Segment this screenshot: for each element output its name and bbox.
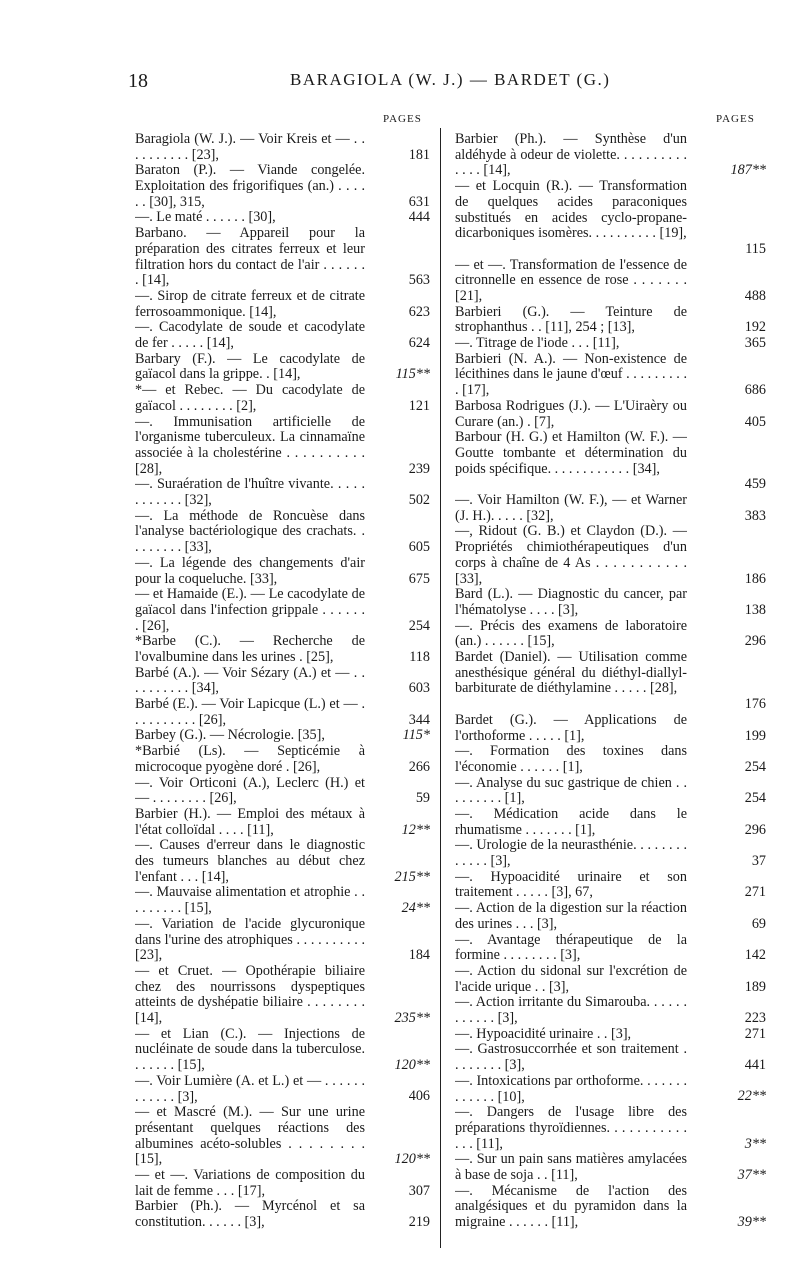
page-reference: 24** (401, 900, 430, 917)
index-entry: —. Action du sidonal sur l'excrétion de l'acide urique . . [3], (455, 963, 687, 995)
page-reference: 215** (394, 868, 430, 885)
index-entry: —. Hypoacidité urinaire . . [3], (455, 1026, 632, 1042)
index-entry: —. Variation de l'acide glycuronique dans l'urine des atrophiques . . . . . . . . . . [23], (135, 916, 365, 964)
page-reference: 3** (744, 1135, 766, 1152)
page-reference: 120** (394, 1057, 430, 1074)
index-entry: Barbey (G.). — Nécrologie. [35], (135, 728, 325, 744)
page-reference: 624 (408, 335, 430, 352)
index-entry: Barbieri (G.). — Teinture de strophanthus . . [11], 254 ; [13], (455, 304, 687, 336)
index-entry: Baraton (P.). — Viande congelée. Exploitation des frigorifiques (an.) . . . . . . [30], 315, (135, 163, 365, 210)
page-reference: 405 (744, 413, 766, 430)
page-reference: 192 (744, 319, 766, 336)
page-reference: 623 (408, 303, 430, 320)
page-reference: 254 (408, 617, 430, 634)
index-entry: —. Sirop de citrate ferreux et de citrate ferrosoammonique. [14], (135, 288, 365, 320)
index-entry: —. Analyse du suc gastrique de chien . . . . . . . . . [1], (455, 775, 687, 807)
page-reference: 254 (744, 758, 766, 775)
page-reference: 69 (751, 915, 766, 932)
page-reference: 189 (744, 978, 766, 995)
column-divider (440, 128, 441, 1248)
page-reference: 441 (744, 1057, 766, 1074)
page-reference: 235** (394, 1010, 430, 1026)
index-entry: Bard (L.). — Diagnostic du cancer, par l'hématolyse . . . . [3], (455, 587, 687, 618)
index-entry: Barbosa Rodrigues (J.). — L'Uiraèry ou Curare (an.) . [7], (455, 398, 687, 430)
index-entry: —. La légende des changements d'air pour la coqueluche. [33], (135, 555, 365, 587)
index-entry: —. Formation des toxines dans l'économie . . . . . . [1], (455, 744, 687, 775)
index-entry: —. Intoxications par orthoforme. . . . . . . . . . . . . [10], (455, 1073, 687, 1105)
page-reference: 502 (408, 492, 430, 509)
page-reference: 254 (744, 790, 766, 807)
index-entry: —. La méthode de Roncuèse dans l'analyse bactériologique des crachats. . . . . . . . . [33], (135, 508, 365, 556)
index-entry: — et Mascré (M.). — Sur une urine présentant quelques réactions des albumines acéto-solubles . . . . . . . . [15], (135, 1105, 365, 1168)
page-reference: 344 (408, 711, 430, 728)
page-reference: 115** (395, 366, 430, 383)
page-reference: 115* (402, 727, 430, 744)
page-reference: 296 (744, 633, 766, 650)
index-entry: —. Médication acide dans le rhumatisme . . . . . . . [1], (455, 806, 687, 838)
page-number: 18 (128, 70, 148, 92)
right-pages-column (716, 132, 766, 1231)
page-reference: 121 (408, 397, 430, 414)
page-reference: 120** (394, 1151, 430, 1168)
index-entry: Barbier (Ph.). — Myrcénol et sa constitution. . . . . . [3], (135, 1199, 365, 1231)
index-entry: —. Mécanisme de l'action des analgésiques et du pyramidon dans la migraine . . . . . . [11], (455, 1183, 687, 1231)
index-entry: —. Mauvaise alimentation et atrophie . . . . . . . . . [15], (135, 885, 365, 917)
page-reference: 605 (408, 539, 430, 556)
page-reference: 307 (408, 1182, 430, 1199)
page-reference: 187** (730, 162, 766, 179)
index-entry: —. Immunisation artificielle de l'organisme tuberculeux. La cinnamaïne associée à la cholestérine . . . . . . . . . . [28], (135, 414, 365, 477)
page-reference: 12** (401, 821, 430, 838)
page-reference: 271 (744, 1025, 766, 1042)
page-reference: 406 (408, 1088, 430, 1105)
index-entry: — et Locquin (R.). — Transformation de quelques acides paraconiques substitués en acides cyclo-propane-dicarboniques isomères. . . . . . . . . . [19], (455, 179, 687, 242)
index-entry: *Barbe (C.). — Recherche de l'ovalbumine dans les urines . [25], (135, 634, 365, 665)
running-head: BARAGIOLA (W. J.) — BARDET (G.) (290, 70, 611, 89)
page-reference: 176 (744, 696, 766, 713)
index-entry: Barbieri (N. A.). — Non-existence de lécithines dans le jaune d'œuf . . . . . . . . . . [17], (455, 351, 687, 399)
page-reference: 181 (408, 146, 430, 163)
index-entry: Barbour (H. G.) et Hamilton (W. F.). — Goutte tombante et détermination du poids spécifique. . . . . . . . . . . . [34], (455, 430, 687, 477)
index-entry: —. Précis des examens de laboratoire (an.) . . . . . . [15], (455, 618, 687, 650)
index-entry: —. Causes d'erreur dans le diagnostic des tumeurs blanches au début chez l'enfant . . . [14], (135, 838, 365, 885)
page-reference: 563 (408, 272, 430, 289)
index-entry: Barbary (F.). — Le cacodylate de gaïacol dans la grippe. . [14], (135, 351, 365, 383)
page-reference: 459 (744, 476, 766, 493)
index-entry: —. Action de la digestion sur la réaction des urines . . . [3], (455, 901, 687, 932)
left-pages-column (380, 132, 430, 1231)
index-entry: —. Dangers de l'usage libre des préparations thyroïdiennes. . . . . . . . . . . . . . [11], (455, 1105, 687, 1152)
page-reference: 631 (408, 193, 430, 210)
page-reference: 37 (751, 853, 766, 870)
index-entry: Barbé (E.). — Voir Lapicque (L.) et — . . . . . . . . . . [26], (135, 697, 365, 728)
index-entry: *— et Rebec. — Du cacodylate de gaïacol . . . . . . . . [2], (135, 383, 365, 414)
index-entry: —. Voir Lumière (A. et L.) et — . . . . . . . . . . . . [3], (135, 1073, 365, 1105)
page-reference: 142 (744, 947, 766, 964)
page-reference: 186 (744, 570, 766, 587)
page-reference: 686 (744, 382, 766, 399)
index-entry: —. Hypoacidité urinaire et son traitement . . . . . [3], 67, (455, 869, 687, 901)
page-reference: 365 (744, 335, 766, 352)
page-reference: 603 (408, 680, 430, 697)
page-reference: 675 (408, 570, 430, 587)
index-entry: Barbé (A.). — Voir Sézary (A.) et — . . . . . . . . . . [34], (135, 665, 365, 697)
index-entry: — et —. Transformation de l'essence de citronnelle en essence de rose . . . . . . . [21], (455, 257, 687, 304)
page-reference: 37** (737, 1166, 766, 1183)
index-entry: *Barbié (Ls). — Septicémie à microcoque pyogène doré . [26], (135, 744, 365, 775)
page-reference: 266 (408, 758, 430, 775)
index-entry: —. Urologie de la neurasthénie. . . . . . . . . . . . . [3], (455, 838, 687, 870)
index-entry: —. Le maté . . . . . . [30], (135, 210, 276, 226)
index-entry: Baragiola (W. J.). — Voir Kreis et — . . . . . . . . . . [23], (135, 132, 365, 163)
pages-label-right: PAGES (716, 113, 755, 125)
page-reference: 115 (745, 240, 766, 257)
index-entry: —. Voir Hamilton (W. F.), — et Warner (J. H.). . . . . [32], (455, 493, 687, 524)
index-entry: Bardet (Daniel). — Utilisation comme anesthésique général du diéthyl-diallyl-barbiturate de diéthylamine . . . . . [28], (455, 650, 687, 697)
index-entry: — et Hamaide (E.). — Le cacodylate de gaïacol dans l'infection grippale . . . . . . . [26], (135, 587, 365, 634)
page-reference: 59 (415, 790, 430, 807)
page-reference: 22** (737, 1088, 766, 1105)
index-entry: Bardet (G.). — Applications de l'orthoforme . . . . . [1], (455, 712, 687, 744)
left-column (135, 132, 365, 1231)
index-entry: —. Avantage thérapeutique de la formine . . . . . . . . [3], (455, 932, 687, 964)
page-reference: 296 (744, 821, 766, 838)
index-entry: — et —. Variations de composition du lait de femme . . . [17], (135, 1167, 365, 1199)
index-entry: Barbano. — Appareil pour la préparation des citrates ferreux et leur filtration hors du contact de l'air . . . . . . . [14], (135, 226, 365, 289)
page-reference: 223 (744, 1010, 766, 1027)
page-reference: 138 (744, 601, 766, 618)
page-reference: 444 (408, 209, 430, 226)
right-column (455, 132, 687, 1231)
index-entry: — et Cruet. — Opothérapie biliaire chez des nourrissons dyspeptiques atteints de dyshépatie biliaire . . . . . . . . [14], (135, 963, 365, 1027)
page-reference: 199 (744, 727, 766, 744)
index-entry: Barbier (H.). — Emploi des métaux à l'état colloïdal . . . . [11], (135, 806, 365, 838)
index-entry: —. Suraération de l'huître vivante. . . . . . . . . . . . [32], (135, 477, 365, 509)
index-entry: —. Cacodylate de soude et cacodylate de fer . . . . . [14], (135, 320, 365, 352)
page-reference: 39** (737, 1214, 766, 1231)
page-reference: 118 (409, 648, 430, 665)
index-entry: —, Ridout (G. B.) et Claydon (D.). — Propriétés chimiothérapeutiques d'un corps à chaîne de 4 As . . . . . . . . . . . [33], (455, 524, 687, 587)
page-reference: 383 (744, 507, 766, 524)
index-entry: —. Titrage de l'iode . . . [11], (455, 336, 620, 352)
index-entry: —. Gastrosuccorrhée et son traitement . . . . . . . . [3], (455, 1042, 687, 1074)
page-reference: 488 (744, 287, 766, 304)
page-reference: 239 (408, 460, 430, 477)
index-entry: — et Lian (C.). — Injections de nucléinate de soude dans la tuberculose. . . . . . . [15], (135, 1026, 365, 1074)
page-reference: 271 (744, 884, 766, 901)
index-entry: —. Sur un pain sans matières amylacées à base de soja . . [11], (455, 1152, 687, 1183)
index-entry: Barbier (Ph.). — Synthèse d'un aldéhyde à odeur de violette. . . . . . . . . . . . . . [14], (455, 132, 687, 179)
index-entry: —. Action irritante du Simarouba. . . . . . . . . . . . [3], (455, 995, 687, 1027)
page-reference: 184 (408, 947, 430, 964)
index-entry: —. Voir Orticoni (A.), Leclerc (H.) et — . . . . . . . . [26], (135, 775, 365, 807)
page-reference: 219 (408, 1214, 430, 1231)
pages-label-left: PAGES (383, 113, 422, 125)
